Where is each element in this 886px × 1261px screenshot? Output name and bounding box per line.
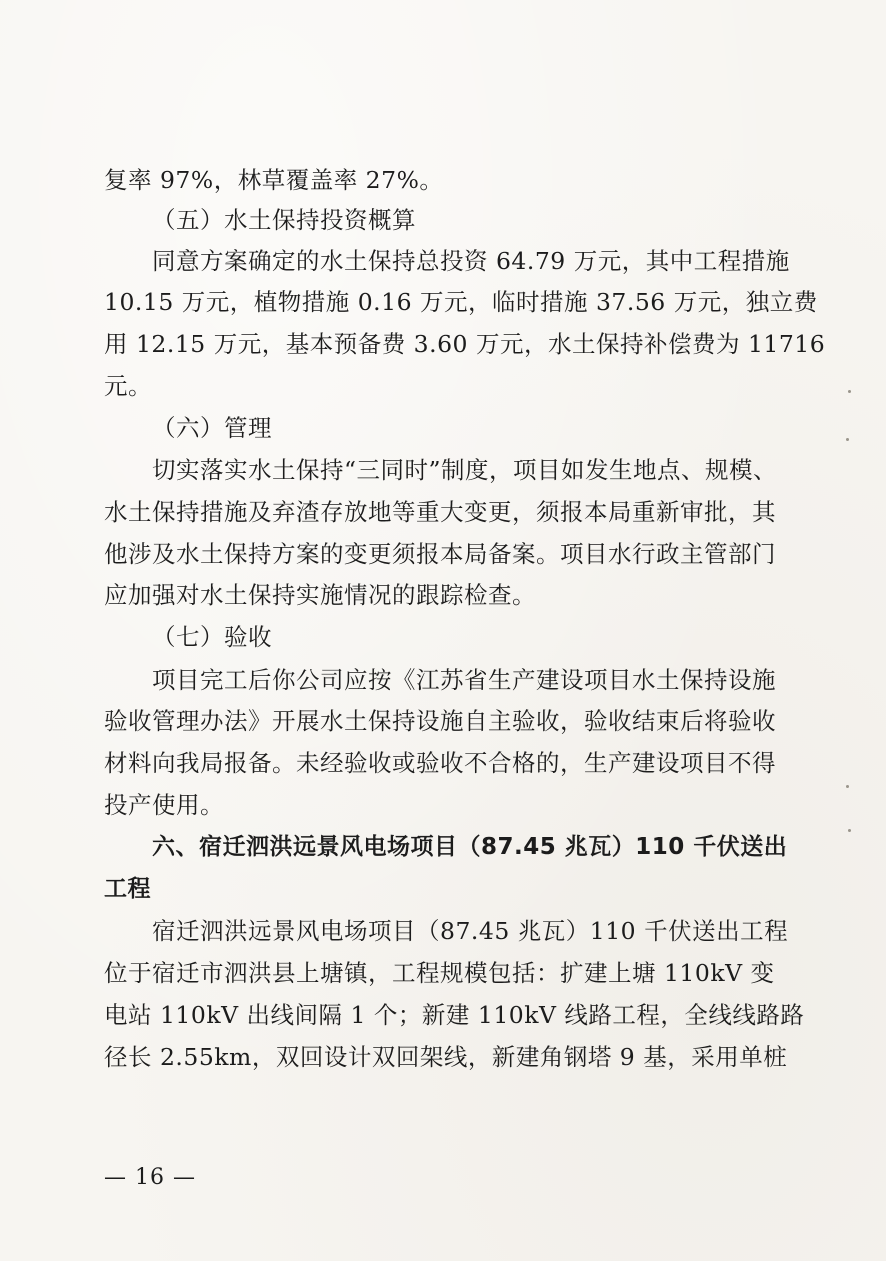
paragraph-line: 电站 110kV 出线间隔 1 个；新建 110kV 线路工程，全线线路路: [104, 1001, 805, 1029]
section-heading: （七）验收: [152, 623, 272, 651]
paragraph-line: 投产使用。: [104, 791, 224, 819]
scan-speck: [848, 390, 851, 393]
paragraph-line: 材料向我局报备。未经验收或验收不合格的，生产建设项目不得: [104, 749, 776, 777]
paragraph-line: 宿迁泗洪远景风电场项目（87.45 兆瓦）110 千伏送出工程: [152, 917, 789, 945]
paragraph-line: 他涉及水土保持方案的变更须报本局备案。项目水行政主管部门: [104, 540, 776, 568]
paragraph-line: 径长 2.55km，双回设计双回架线，新建角钢塔 9 基，采用单桩: [104, 1043, 788, 1071]
paragraph-line: 位于宿迁市泗洪县上塘镇，工程规模包括：扩建上塘 110kV 变: [104, 959, 775, 987]
paragraph-line: 应加强对水土保持实施情况的跟踪检查。: [104, 581, 536, 609]
paragraph-line: 元。: [104, 372, 152, 400]
paragraph-line: 同意方案确定的水土保持总投资 64.79 万元，其中工程措施: [152, 247, 790, 275]
scan-speck: [846, 785, 849, 788]
scan-speck: [846, 438, 849, 441]
paragraph-line: 用 12.15 万元，基本预备费 3.60 万元，水土保持补偿费为 11716: [104, 330, 826, 358]
section-heading: （六）管理: [152, 414, 272, 442]
section-heading: （五）水土保持投资概算: [152, 206, 416, 234]
chapter-heading: 工程: [104, 876, 151, 902]
paragraph-line: 复率 97%，林草覆盖率 27%。: [104, 166, 444, 194]
paragraph-line: 项目完工后你公司应按《江苏省生产建设项目水土保持设施: [152, 666, 776, 694]
scan-speck: [848, 829, 851, 832]
paragraph-line: 10.15 万元，植物措施 0.16 万元，临时措施 37.56 万元，独立费: [104, 288, 818, 316]
paragraph-line: 切实落实水土保持“三同时”制度，项目如发生地点、规模、: [152, 456, 778, 484]
paragraph-line: 水土保持措施及弃渣存放地等重大变更，须报本局重新审批，其: [104, 498, 776, 526]
paragraph-line: 验收管理办法》开展水土保持设施自主验收，验收结束后将验收: [104, 707, 776, 735]
page-number: — 16 —: [104, 1165, 196, 1190]
chapter-heading: 六、宿迁泗洪远景风电场项目（87.45 兆瓦）110 千伏送出: [152, 834, 788, 860]
